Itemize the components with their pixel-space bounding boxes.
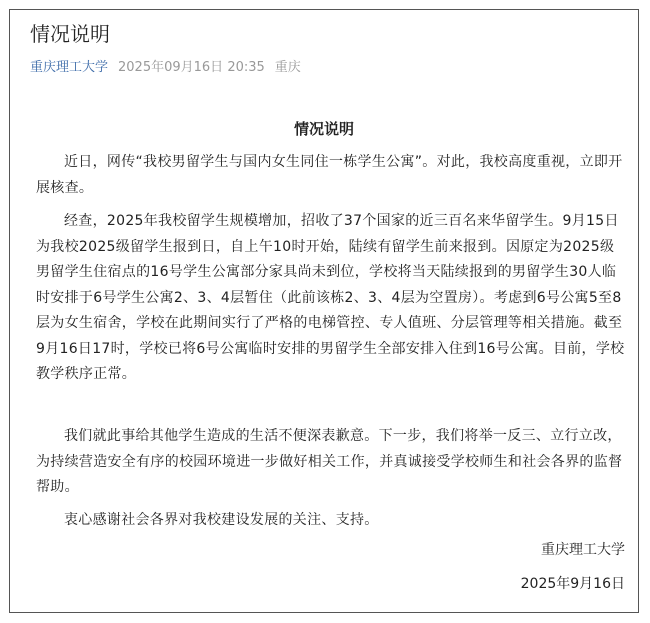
page-title: 情况说明 — [30, 22, 110, 46]
paragraph-1: 近日，网传“我校男留学生与国内女生同住一栋学生公寓”。对此，我校高度重视，立即开展核查。 — [36, 154, 623, 196]
publish-datetime: 2025年09月16日 20:35 — [118, 60, 265, 75]
document-title: 情况说明 — [293, 120, 354, 138]
paragraph-3: 我们就此事给其他学生造成的生活不便深表歉意。下一步，我们将举一反三、立行立改，为持续营造安全有序的校园环境进一步做好相关工作，并真诚接受学校师生和社会各界的监督帮助。 — [36, 428, 623, 495]
source-link[interactable]: 重庆理工大学 — [30, 60, 109, 75]
paragraph-2: 经查，2025年我校留学生规模增加，招收了37个国家的近三百名来华留学生。9月15日为我校2025级留学生报到日，自上午10时开始，陆续有留学生前来报到。因原定为2025级男留学生住宿点的16号学生公寓部分家具尚未到位，学校将当天陆续报到的男留学生30人临时安排于6号学生公寓2、3、4层暂住（此前该栋2、3、4层为空置房）。考虑到6号公寓5至8层为女生宿舍，学校在此期间实行了严格的电梯管控、专人值班、分层管理等相关措施。截至9月16日17时，学校已将6号公寓临时安排的男留学生全部安排入住到16号公寓。目前，学校教学秩序正常。 — [36, 213, 625, 382]
signature-date: 2025年9月16日 — [520, 576, 625, 592]
publish-location: 重庆 — [274, 60, 301, 75]
paragraph-4: 衷心感谢社会各界对我校建设发展的关注、支持。 — [64, 512, 379, 528]
signature-organization: 重庆理工大学 — [541, 542, 625, 558]
document-frame — [9, 9, 639, 613]
meta-line — [30, 59, 301, 77]
